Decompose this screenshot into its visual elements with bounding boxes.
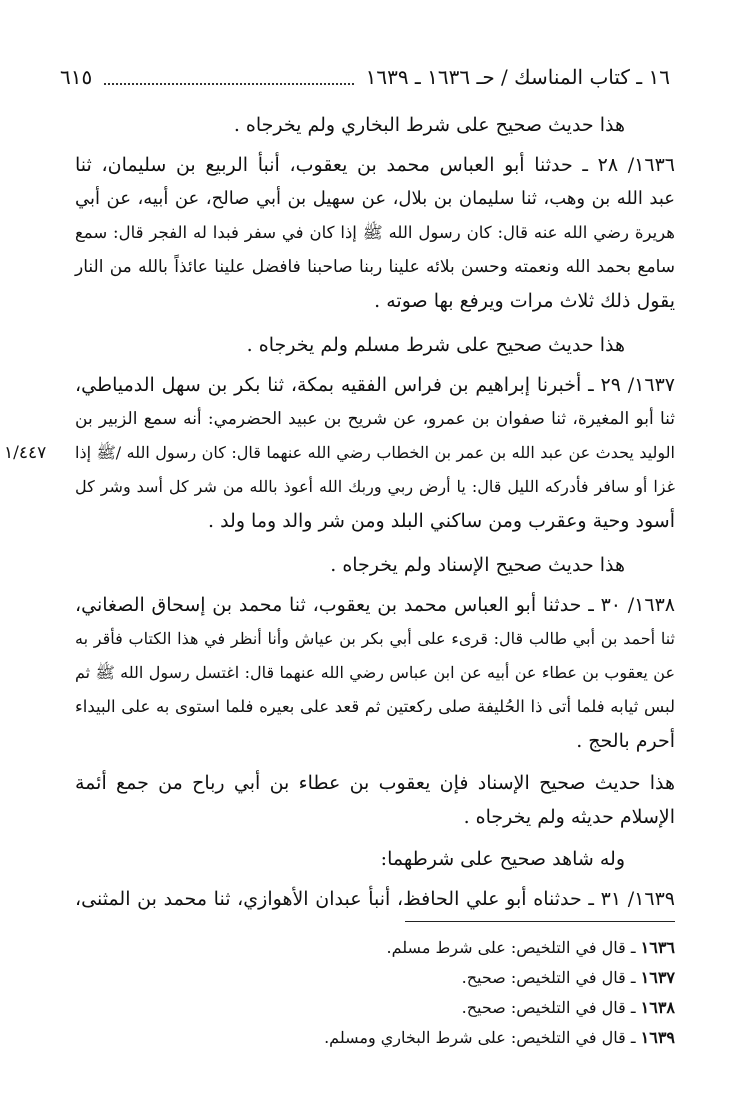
supporting-narration-line: وله شاهد صحيح على شرطهما:: [380, 848, 625, 870]
footnote-number: ١٦٣٨: [640, 998, 675, 1017]
margin-volume-note: ١/٤٤٧: [4, 443, 47, 463]
hadith-1636-line: هريرة رضي الله عنه قال: كان رسول الله ﷺ إذا كان في سفر فبدا له الفجر قال: سمع: [75, 223, 675, 242]
hadith-1638-line: عن يعقوب بن عطاء عن أبيه عن ابن عباس رضي الله عنهما قال: اغتسل رسول الله ﷺ ثم: [75, 663, 675, 682]
page-number: ٦١٥: [60, 65, 93, 89]
running-header: [60, 60, 670, 94]
hadith-1637-line: ثنا أبو المغيرة، ثنا صفوان بن عمرو، عن شريح بن عبيد الحضرمي: أنه سمع الزبير بن: [75, 409, 675, 429]
hadith-1638-line: أحرم بالحج .: [576, 730, 675, 752]
footnote-text: ـ قال في التلخيص: صحيح.: [461, 998, 636, 1017]
hadith-1636-line: عبد الله بن وهب، ثنا سليمان بن بلال، عن سهيل بن أبي صالح، عن أبيه، عن أبي: [75, 188, 675, 209]
footnote: [462, 994, 675, 1022]
footnote-number: ١٦٣٩: [640, 1028, 675, 1047]
footnote-number: ١٦٣٧: [640, 968, 675, 987]
hadith-1637-line: ١٦٣٧/ ٢٩ ـ أخبرنا إبراهيم بن فراس الفقيه بمكة، ثنا بكر بن سهل الدمياطي،: [75, 374, 675, 396]
footnote-text: ـ قال في التلخيص: صحيح.: [461, 968, 636, 987]
header-leader-dots: [104, 69, 353, 85]
hadith-1639-line: ١٦٣٩/ ٣١ ـ حدثناه أبو علي الحافظ، أنبأ عبدان الأهوازي، ثنا محمد بن المثنى،: [75, 888, 675, 910]
verdict-line: هذا حديث صحيح على شرط البخاري ولم يخرجاه .: [233, 114, 625, 136]
hadith-1638-line: ثنا أحمد بن أبي طالب قال: قرىء على أبي بكر بن عياش وأنا أنظر في هذا الكتاب فأقر به: [75, 629, 675, 648]
verdict-line: الإسلام حديثه ولم يخرجاه .: [463, 806, 675, 828]
footnote: [324, 1024, 675, 1052]
footnote-separator: [405, 921, 675, 922]
footnote-text: ـ قال في التلخيص: على شرط البخاري ومسلم.: [324, 1028, 636, 1047]
hadith-1636-line: يقول ذلك ثلاث مرات ويرفع بها صوته .: [374, 290, 675, 312]
footnote-text: ـ قال في التلخيص: على شرط مسلم.: [386, 938, 636, 957]
hadith-1636-line: سامع بحمد الله ونعمته وحسن بلائه علينا ربنا صاحبنا فافضل علينا عائذاً بالله من النار: [75, 257, 675, 277]
hadith-1636-line: ١٦٣٦/ ٢٨ ـ حدثنا أبو العباس محمد بن يعقوب، أنبأ الربيع بن سليمان، ثنا: [75, 154, 675, 176]
hadith-1638-line: ١٦٣٨/ ٣٠ ـ حدثنا أبو العباس محمد بن يعقوب، ثنا محمد بن إسحاق الصغاني،: [75, 594, 675, 616]
hadith-1637-line: غزا أو سافر فأدركه الليل قال: يا أرض ربي وربك الله أعوذ بالله من شر كل أسد وشر كل: [75, 477, 675, 496]
verdict-line: هذا حديث صحيح الإسناد ولم يخرجاه .: [330, 554, 625, 576]
hadith-1638-line: لبس ثيابه فلما أتى ذا الحُليفة صلى ركعتين ثم قعد على بعيره فلما استوى به على البيداء: [75, 697, 675, 716]
hadith-1637-line: أسود وحية وعقرب ومن ساكني البلد ومن شر والد وما ولد .: [207, 510, 675, 532]
footnote: [462, 964, 675, 992]
footnote-number: ١٦٣٦: [640, 938, 675, 957]
header-title: ١٦ ـ كتاب المناسك / حـ ١٦٣٦ ـ ١٦٣٩: [365, 65, 670, 89]
verdict-line: هذا حديث صحيح على شرط مسلم ولم يخرجاه .: [246, 334, 625, 356]
verdict-line: هذا حديث صحيح الإسناد فإن يعقوب بن عطاء بن أبي رباح من جمع أئمة: [75, 772, 675, 794]
hadith-1637-line: الوليد يحدث عن عبد الله بن عمر بن الخطاب رضي الله عنهما قال: كان رسول الله /ﷺ إذا: [75, 443, 675, 462]
footnote: [387, 934, 675, 962]
